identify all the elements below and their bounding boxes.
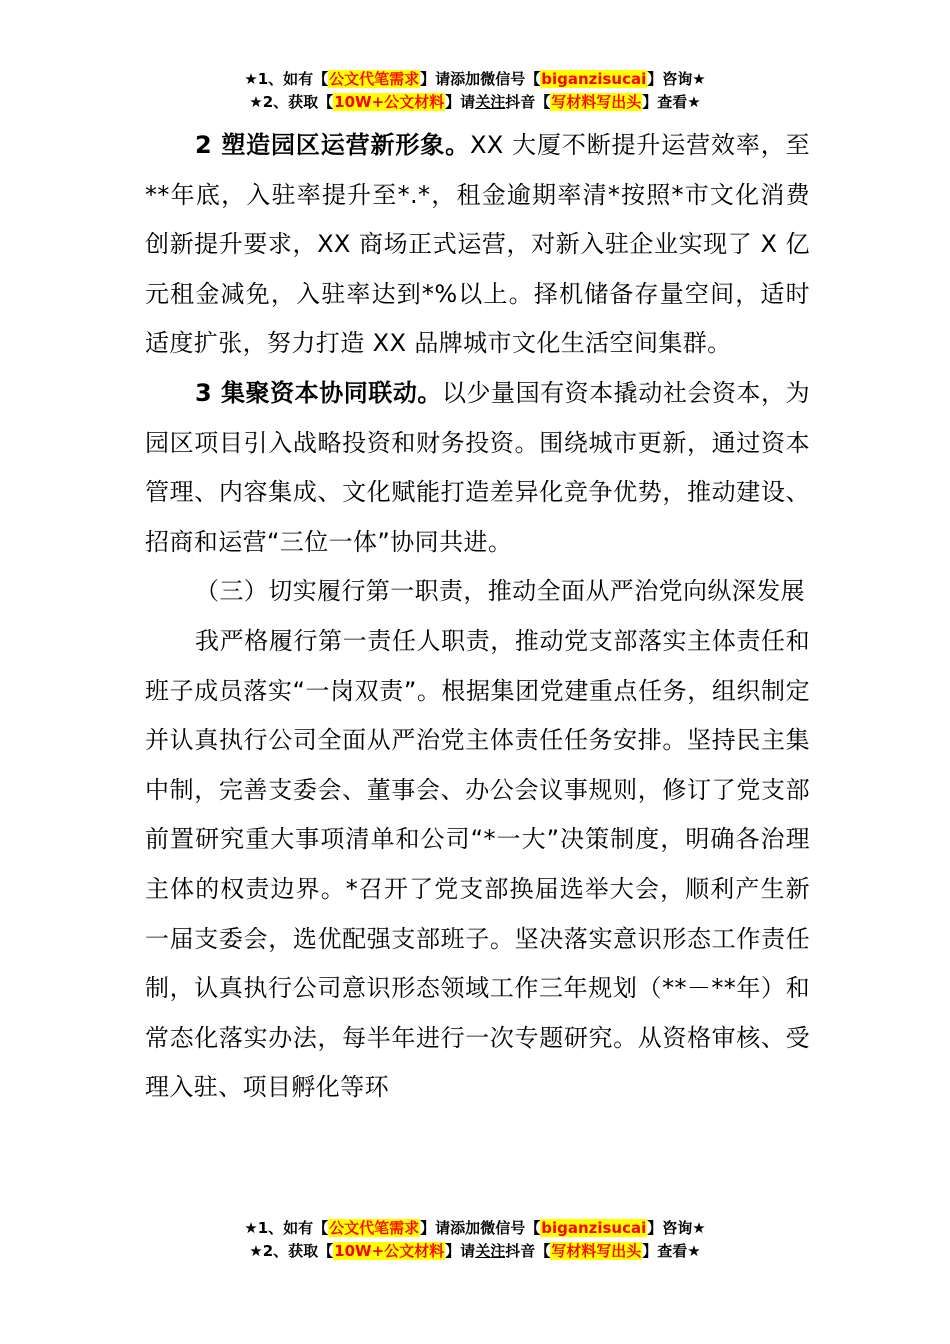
banner-text: 微信号【 xyxy=(480,1219,541,1237)
banner-text: 1、如有【 xyxy=(257,1219,329,1237)
highlight-service: 公文代笔需求 xyxy=(329,1219,420,1237)
banner-text: 】查看 xyxy=(642,1242,688,1260)
star-icon: ★ xyxy=(249,93,263,111)
highlight-wechat-id: biganzisucai xyxy=(541,70,647,88)
banner-text: 微信号【 xyxy=(480,70,541,88)
banner-text: 】咨询 xyxy=(647,1219,693,1237)
footer-banner xyxy=(0,1217,950,1263)
banner-text: 添加 xyxy=(450,1219,481,1237)
star-icon: ★ xyxy=(687,93,701,111)
banner-text: 抖音【 xyxy=(505,93,551,111)
highlight-douyin: 写材料写出头 xyxy=(551,1242,642,1260)
paragraph xyxy=(145,369,810,567)
banner-text: 抖音【 xyxy=(505,1242,551,1260)
star-icon: ★ xyxy=(249,1242,263,1260)
banner-text: 】请 xyxy=(420,1219,451,1237)
highlight-service: 公文代笔需求 xyxy=(329,70,420,88)
banner-text: 】请 xyxy=(445,1242,476,1260)
paragraph-text: 我严格履行第一责任人职责，推动党支部落实主体责任和班子成员落实“一岗双责”。根据集团党建重点任务，组织制定并认真执行公司全面从严治党主体责任任务安排。坚持民主集中制，完善支委会、董事会、办公会议事规则，修订了党支部前置研究重大事项清单和公司“*一大”决策制度，明确各治理主体的权责边界。*召开了党支部换届选举大会，顺利产生新一届支委会，选优配强支部班子。坚决落实意识形态工作责任制，认真执行公司意识形态领域工作三年规划（**－**年）和常态化落实办法，每半年进行一次专题研究。从资格审核、受理入驻、项目孵化等环 xyxy=(145,626,810,1102)
paragraph-text: （三）切实履行第一职责，推动全面从严治党向纵深发展 xyxy=(195,577,805,606)
paragraph-text: XX 大厦不断提升运营效率，至**年底，入驻率提升至*.*，租金逾期率清*按照*市文化消费创新提升要求，XX 商场正式运营，对新入驻企业实现了 X 亿元租金减免，入驻率达到*%以上。择机储备存量空间，适时适度扩张，努力打造 XX 品牌城市文化生活空间集群。 xyxy=(145,131,810,358)
banner-text: 2、获取【 xyxy=(262,93,334,111)
star-icon: ★ xyxy=(692,70,706,88)
header-banner xyxy=(0,68,950,114)
banner-line-2 xyxy=(0,91,950,114)
banner-line-1 xyxy=(0,68,950,91)
section-heading xyxy=(145,567,810,617)
banner-text: 】咨询 xyxy=(647,70,693,88)
highlight-wechat-id: biganzisucai xyxy=(541,1219,647,1237)
banner-text: 】查看 xyxy=(642,93,688,111)
banner-text: 】请 xyxy=(420,70,451,88)
star-icon: ★ xyxy=(687,1242,701,1260)
banner-text: 添加 xyxy=(450,70,481,88)
star-icon: ★ xyxy=(244,70,258,88)
highlight-douyin: 写材料写出头 xyxy=(551,93,642,111)
paragraph-text: 以少量国有资本撬动社会资本，为园区项目引入战略投资和财务投资。围绕城市更新，通过资本管理、内容集成、文化赋能打造差异化竞争优势，推动建设、招商和运营“三位一体”协同共进。 xyxy=(145,378,810,556)
paragraph xyxy=(145,121,810,369)
highlight-materials: 10W+公文材料 xyxy=(334,1242,445,1260)
paragraph-lead: 3 集聚资本协同联动。 xyxy=(195,378,442,407)
star-icon: ★ xyxy=(692,1219,706,1237)
document-body xyxy=(145,121,810,1113)
banner-text: 2、获取【 xyxy=(262,1242,334,1260)
banner-text: 】请 xyxy=(445,93,476,111)
banner-text: 1、如有【 xyxy=(257,70,329,88)
banner-line-2 xyxy=(0,1240,950,1263)
banner-text: 关注 xyxy=(475,1242,506,1260)
paragraph xyxy=(145,617,810,1113)
paragraph-lead: 2 塑造园区运营新形象。 xyxy=(195,131,470,159)
banner-text: 关注 xyxy=(475,93,506,111)
highlight-materials: 10W+公文材料 xyxy=(334,93,445,111)
banner-line-1 xyxy=(0,1217,950,1240)
star-icon: ★ xyxy=(244,1219,258,1237)
